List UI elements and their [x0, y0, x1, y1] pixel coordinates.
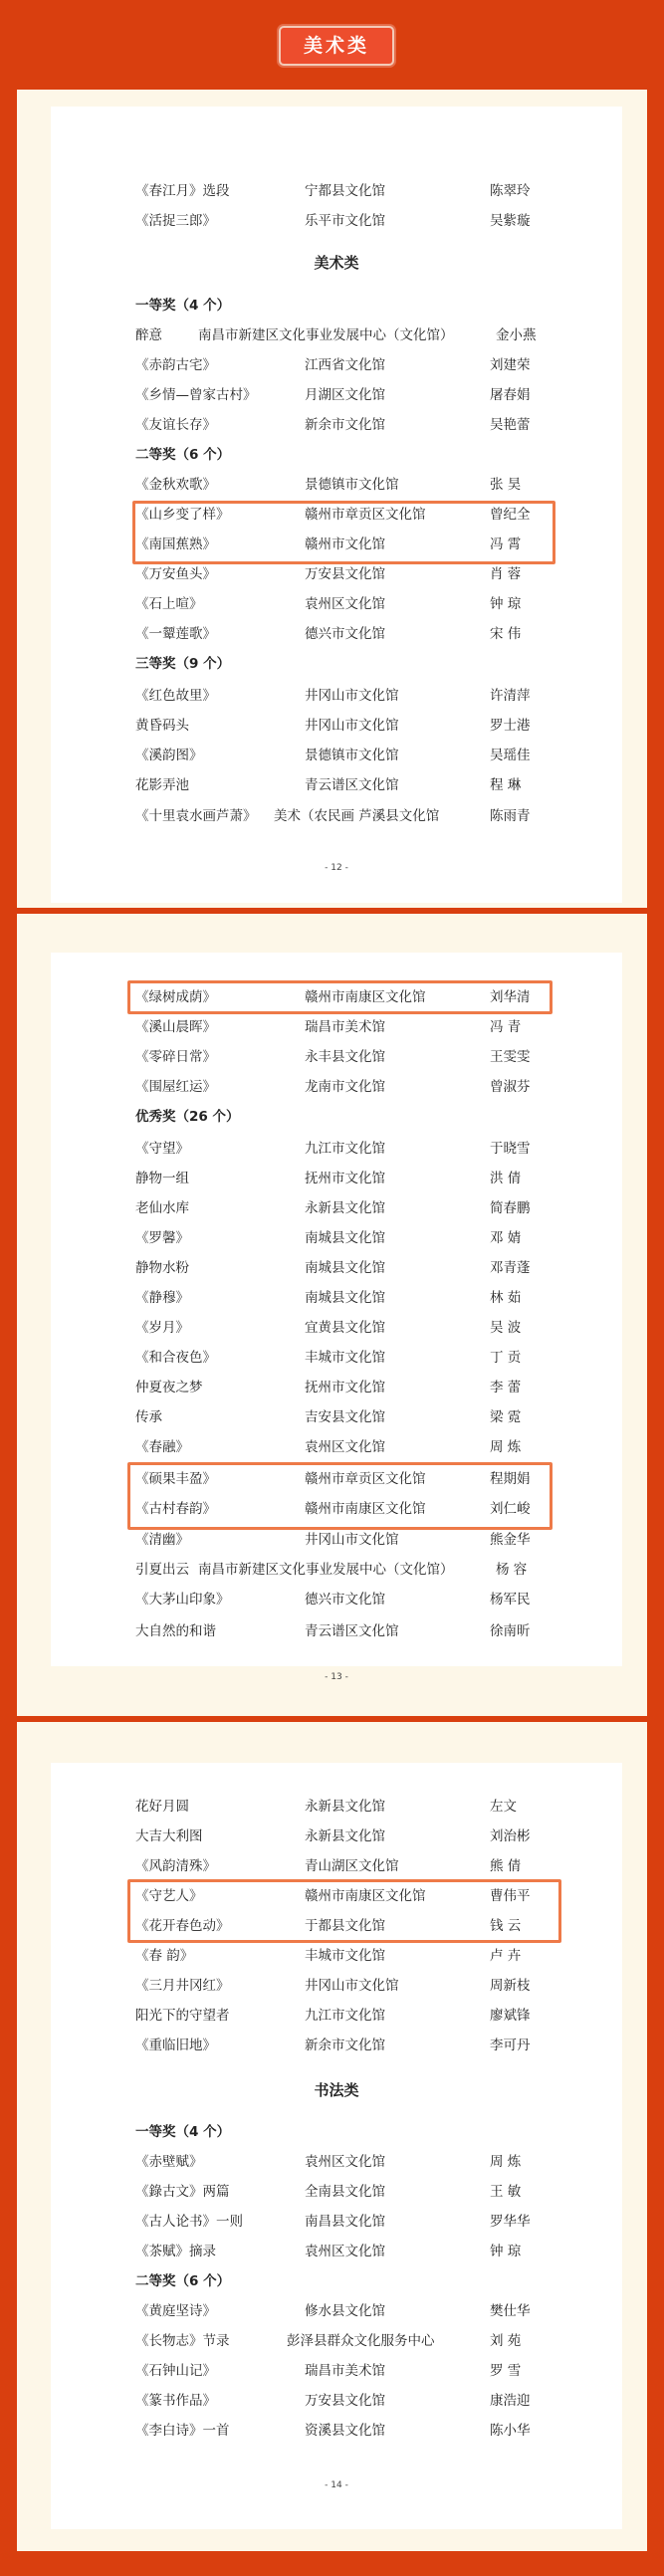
work-title: 《围屋红运》	[135, 1079, 216, 1095]
award-row	[135, 2359, 573, 2383]
organization: 丰城市文化馆	[305, 1350, 385, 1366]
award-row	[135, 179, 573, 203]
organization: 永新县文化馆	[305, 1200, 385, 1216]
work-title: 《长物志》节录	[135, 2333, 230, 2349]
award-row	[135, 1825, 573, 1848]
author-name: 钟 琼	[490, 596, 522, 612]
award-row	[135, 209, 573, 233]
organization: 赣州市南康区文化馆	[305, 1501, 426, 1517]
organization: 于都县文化馆	[305, 1918, 385, 1934]
work-title: 《古人论书》一则	[135, 2214, 243, 2230]
organization: 赣州市南康区文化馆	[305, 989, 426, 1005]
page-number-13: - 13 -	[325, 1672, 348, 1682]
work-title: 《春江月》选段	[135, 183, 230, 199]
organization: 万安县文化馆	[305, 2393, 385, 2409]
author-name: 杨 容	[496, 1562, 528, 1578]
award-row	[135, 714, 573, 738]
organization: 袁州区文化馆	[305, 2154, 385, 2170]
work-title: 《錄古文》两篇	[135, 2184, 230, 2200]
organization: 井冈山市文化馆	[305, 688, 399, 704]
author-name: 罗士港	[490, 718, 531, 734]
author-name: 邓青蓬	[490, 1260, 531, 1276]
work-title: 花影弄池	[135, 777, 189, 793]
author-name: 周 炼	[490, 2154, 522, 2170]
author-name: 梁 霓	[490, 1409, 522, 1425]
organization: 青山湖区文化馆	[305, 1858, 399, 1874]
organization: 乐平市文化馆	[305, 213, 385, 229]
organization: 德兴市文化馆	[305, 626, 385, 642]
organization: 井冈山市文化馆	[305, 1532, 399, 1548]
author-name: 丁 贡	[490, 1350, 522, 1366]
author-name: 程期娟	[490, 1471, 531, 1487]
organization: 宁都县文化馆	[305, 183, 385, 199]
work-title: 《和合夜色》	[135, 1350, 216, 1366]
work-title: 《赤壁赋》	[135, 2154, 203, 2170]
author-name: 廖斌锋	[490, 2008, 531, 2024]
work-title: 《重临旧地》	[135, 2038, 216, 2053]
work-title: 《罗馨》	[135, 1230, 189, 1246]
category-banner: 美术类	[281, 28, 392, 64]
work-title: 静物一组	[135, 1171, 189, 1186]
work-title: 《李白诗》一首	[135, 2423, 230, 2439]
award-row	[135, 323, 573, 347]
organization: 赣州市章贡区文化馆	[305, 507, 426, 523]
tier-label: 一等奖（4 个）	[135, 298, 231, 314]
organization: 南昌市新建区文化事业发展中心（文化馆）	[198, 327, 454, 343]
organization: 袁州区文化馆	[305, 596, 385, 612]
author-name: 吴 波	[490, 1320, 522, 1336]
organization: 袁州区文化馆	[305, 1439, 385, 1455]
organization: 青云谱区文化馆	[305, 777, 399, 793]
author-name: 罗 雪	[490, 2363, 522, 2379]
author-name: 许清萍	[490, 688, 531, 704]
award-row	[135, 1075, 573, 1099]
award-row	[135, 1286, 573, 1310]
award-row	[135, 1316, 573, 1340]
author-name: 洪 倩	[490, 1171, 522, 1186]
organization: 吉安县文化馆	[305, 1409, 385, 1425]
author-name: 金小燕	[496, 327, 537, 343]
organization: 永新县文化馆	[305, 1828, 385, 1844]
award-row	[135, 773, 573, 797]
work-title: 《绿树成荫》	[135, 989, 216, 1005]
award-row	[135, 1405, 573, 1429]
work-title: 《静穆》	[135, 1290, 189, 1306]
organization: 月湖区文化馆	[305, 387, 385, 403]
organization: 南城县文化馆	[305, 1230, 385, 1246]
tier-label: 二等奖（6 个）	[135, 447, 231, 463]
author-name: 杨军民	[490, 1592, 531, 1608]
author-name: 吴艳蕾	[490, 417, 531, 433]
work-title: 花好月圆	[135, 1799, 189, 1815]
author-name: 熊 倩	[490, 1858, 522, 1874]
work-title: 大吉大利图	[135, 1828, 203, 1844]
author-name: 吴瑶佳	[490, 748, 531, 763]
organization: 南昌县文化馆	[305, 2214, 385, 2230]
award-tier-heading	[135, 652, 573, 676]
tier-label: 三等奖（9 个）	[135, 656, 231, 672]
author-name: 刘治彬	[490, 1828, 531, 1844]
organization: 青云谱区文化馆	[305, 1623, 399, 1639]
work-title: 《篆书作品》	[135, 2393, 216, 2409]
organization: 抚州市文化馆	[305, 1171, 385, 1186]
author-name: 程 琳	[490, 777, 522, 793]
organization: 江西省文化馆	[305, 357, 385, 373]
tier-label: 二等奖（6 个）	[135, 2273, 231, 2289]
award-row	[135, 1435, 573, 1459]
award-row	[135, 562, 573, 586]
work-title: 黄昏码头	[135, 718, 189, 734]
work-title: 《一颦莲歌》	[135, 626, 216, 642]
work-title: 《守艺人》	[135, 1888, 203, 1904]
page-number-14: - 14 -	[325, 2480, 348, 2490]
work-title: 《石上喧》	[135, 596, 203, 612]
award-row	[135, 1467, 573, 1491]
work-title: 《万安鱼头》	[135, 566, 216, 582]
author-name: 徐南昕	[490, 1623, 531, 1639]
award-tier-heading	[135, 294, 573, 318]
tier-label: 一等奖（4 个）	[135, 2124, 231, 2140]
award-row	[135, 1588, 573, 1611]
author-name: 冯 青	[490, 1019, 522, 1035]
author-name: 周新枝	[490, 1978, 531, 1994]
section-title-art: 美术类	[314, 254, 359, 272]
author-name: 肖 蓉	[490, 566, 522, 582]
organization: 德兴市文化馆	[305, 1592, 385, 1608]
author-name: 李可丹	[490, 2038, 531, 2053]
organization: 井冈山市文化馆	[305, 1978, 399, 1994]
award-row	[135, 1196, 573, 1220]
work-title: 《红色故里》	[135, 688, 216, 704]
author-name: 樊仕华	[490, 2303, 531, 2319]
award-tier-heading	[135, 2120, 573, 2144]
work-title: 老仙水库	[135, 1200, 189, 1216]
award-row	[135, 1376, 573, 1399]
author-name: 邓 婧	[490, 1230, 522, 1246]
author-name: 刘建荣	[490, 357, 531, 373]
award-row	[135, 2240, 573, 2263]
organization: 修水县文化馆	[305, 2303, 385, 2319]
award-row	[135, 2150, 573, 2174]
author-name: 林 茹	[490, 1290, 522, 1306]
author-name: 张 昊	[490, 477, 522, 493]
award-row	[135, 1497, 573, 1521]
work-title: 《硕果丰盈》	[135, 1471, 216, 1487]
work-title: 引夏出云	[135, 1562, 189, 1578]
organization: 景德镇市文化馆	[305, 748, 399, 763]
author-name: 冯 霄	[490, 537, 522, 552]
award-row	[135, 1346, 573, 1370]
organization: 九江市文化馆	[305, 1141, 385, 1157]
organization: 新余市文化馆	[305, 2038, 385, 2053]
organization: 南城县文化馆	[305, 1290, 385, 1306]
author-name: 吴紫璇	[490, 213, 531, 229]
author-name: 左文	[490, 1799, 517, 1815]
section-title-calligraphy: 书法类	[314, 2081, 359, 2099]
author-name: 于晓雪	[490, 1141, 531, 1157]
organization: 永新县文化馆	[305, 1799, 385, 1815]
organization: 景德镇市文化馆	[305, 477, 399, 493]
award-row	[135, 1167, 573, 1190]
organization: 南昌市新建区文化事业发展中心（文化馆）	[198, 1562, 454, 1578]
author-name: 熊金华	[490, 1532, 531, 1548]
organization: 龙南市文化馆	[305, 1079, 385, 1095]
award-row	[135, 622, 573, 646]
award-row	[135, 2210, 573, 2234]
organization: 永丰县文化馆	[305, 1049, 385, 1065]
work-title: 阳光下的守望者	[135, 2008, 230, 2024]
award-row	[135, 1974, 573, 1998]
award-row	[135, 533, 573, 556]
author-name: 曹伟平	[490, 1888, 531, 1904]
work-title: 《黄庭坚诗》	[135, 2303, 216, 2319]
author-name: 刘仁峻	[490, 1501, 531, 1517]
organization: 万安县文化馆	[305, 566, 385, 582]
award-row	[135, 353, 573, 377]
author-name: 钟 琼	[490, 2244, 522, 2259]
work-title: 《茶赋》摘录	[135, 2244, 216, 2259]
award-row	[135, 985, 573, 1009]
organization: 丰城市文化馆	[305, 1948, 385, 1964]
author-name: 刘 苑	[490, 2333, 522, 2349]
author-name: 周 炼	[490, 1439, 522, 1455]
organization: 彭泽县群众文化服务中心	[287, 2333, 435, 2349]
award-row	[135, 592, 573, 616]
work-title: 仲夏夜之梦	[135, 1380, 203, 1395]
award-row	[135, 1854, 573, 1878]
organization: 赣州市文化馆	[305, 537, 385, 552]
award-row	[135, 2180, 573, 2204]
work-title: 《三月井冈红》	[135, 1978, 230, 1994]
organization: 美术（农民画 芦溪县文化馆	[274, 808, 440, 824]
award-row	[135, 1884, 573, 1908]
award-row	[135, 473, 573, 497]
organization: 新余市文化馆	[305, 417, 385, 433]
award-row	[135, 1619, 573, 1643]
award-row	[135, 1256, 573, 1280]
author-name: 陈翠玲	[490, 183, 531, 199]
work-title: 《南国蕉熟》	[135, 537, 216, 552]
award-row	[135, 1045, 573, 1069]
organization: 资溪县文化馆	[305, 2423, 385, 2439]
work-title: 《守望》	[135, 1141, 189, 1157]
award-tier-heading	[135, 443, 573, 467]
author-name: 刘华清	[490, 989, 531, 1005]
award-row	[135, 2004, 573, 2028]
work-title: 《花开春色动》	[135, 1918, 230, 1934]
author-name: 曾淑芬	[490, 1079, 531, 1095]
organization: 瑞昌市美术馆	[305, 2363, 385, 2379]
award-row	[135, 1914, 573, 1938]
award-row	[135, 684, 573, 708]
author-name: 王 敏	[490, 2184, 522, 2200]
organization: 全南县文化馆	[305, 2184, 385, 2200]
tier-label: 优秀奖（26 个）	[135, 1109, 240, 1125]
author-name: 罗华华	[490, 2214, 531, 2230]
author-name: 宋 伟	[490, 626, 522, 642]
work-title: 《石钟山记》	[135, 2363, 216, 2379]
award-row	[135, 413, 573, 437]
work-title: 《活捉三郎》	[135, 213, 216, 229]
work-title: 《岁月》	[135, 1320, 189, 1336]
organization: 宜黄县文化馆	[305, 1320, 385, 1336]
work-title: 《溪韵图》	[135, 748, 203, 763]
work-title: 传承	[135, 1409, 162, 1425]
work-title: 《风韵清殊》	[135, 1858, 216, 1874]
award-row	[135, 1226, 573, 1250]
organization: 瑞昌市美术馆	[305, 1019, 385, 1035]
award-row	[135, 1558, 573, 1582]
award-row	[135, 1795, 573, 1819]
award-row	[135, 2034, 573, 2057]
award-tier-heading	[135, 1105, 573, 1129]
award-row	[135, 503, 573, 527]
author-name: 屠春娟	[490, 387, 531, 403]
award-row	[135, 1528, 573, 1552]
organization: 袁州区文化馆	[305, 2244, 385, 2259]
award-row	[135, 2329, 573, 2353]
award-row	[135, 383, 573, 407]
work-title: 《十里袁水画芦萧》	[135, 808, 257, 824]
organization: 井冈山市文化馆	[305, 718, 399, 734]
author-name: 李 蕾	[490, 1380, 522, 1395]
award-row	[135, 744, 573, 767]
award-row	[135, 1137, 573, 1161]
author-name: 陈雨青	[490, 808, 531, 824]
work-title: 《春 韵》	[135, 1948, 194, 1964]
work-title: 《山乡变了样》	[135, 507, 230, 523]
award-row	[135, 2419, 573, 2443]
work-title: 《金秋欢歌》	[135, 477, 216, 493]
author-name: 曾纪全	[490, 507, 531, 523]
award-row	[135, 2389, 573, 2413]
organization: 抚州市文化馆	[305, 1380, 385, 1395]
author-name: 钱 云	[490, 1918, 522, 1934]
work-title: 《大茅山印象》	[135, 1592, 230, 1608]
work-title: 《赤韵古宅》	[135, 357, 216, 373]
award-row	[135, 804, 573, 828]
page-number-12: - 12 -	[325, 863, 348, 873]
work-title: 《零碎日常》	[135, 1049, 216, 1065]
work-title: 醉意	[135, 327, 162, 343]
author-name: 卢 卉	[490, 1948, 522, 1964]
work-title: 《古村春韵》	[135, 1501, 216, 1517]
author-name: 陈小华	[490, 2423, 531, 2439]
organization: 九江市文化馆	[305, 2008, 385, 2024]
work-title: 静物水粉	[135, 1260, 189, 1276]
work-title: 《溪山晨晖》	[135, 1019, 216, 1035]
award-row	[135, 2299, 573, 2323]
award-row	[135, 1015, 573, 1039]
work-title: 《友谊长存》	[135, 417, 216, 433]
organization: 赣州市章贡区文化馆	[305, 1471, 426, 1487]
award-tier-heading	[135, 2269, 573, 2293]
author-name: 康浩迎	[490, 2393, 531, 2409]
author-name: 王雯雯	[490, 1049, 531, 1065]
work-title: 《春融》	[135, 1439, 189, 1455]
work-title: 《乡情—曾家古村》	[135, 387, 257, 403]
organization: 南城县文化馆	[305, 1260, 385, 1276]
author-name: 简春鹏	[490, 1200, 531, 1216]
work-title: 大自然的和谐	[135, 1623, 216, 1639]
organization: 赣州市南康区文化馆	[305, 1888, 426, 1904]
work-title: 《清幽》	[135, 1532, 189, 1548]
award-row	[135, 1944, 573, 1968]
